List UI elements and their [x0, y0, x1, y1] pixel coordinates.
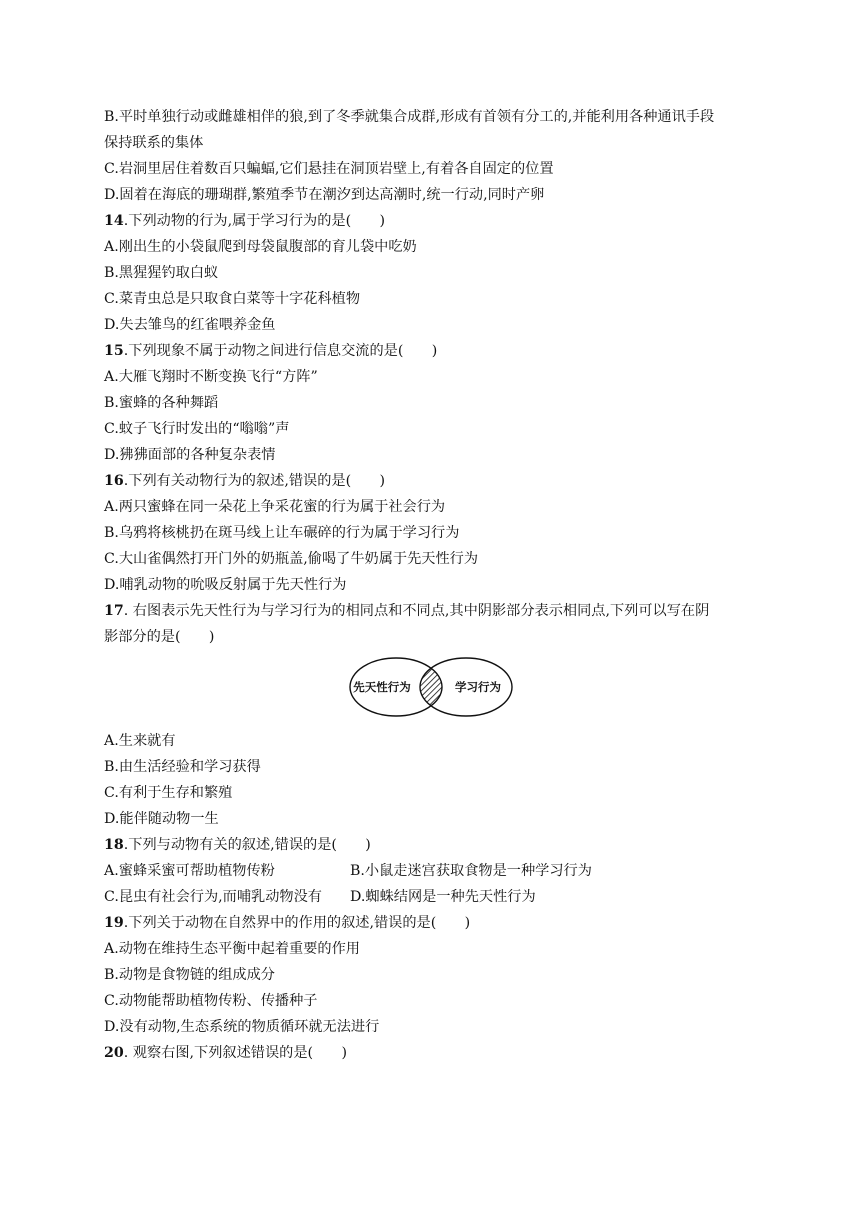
q14-stem [104, 211, 385, 231]
q19-option-a: A.动物在维持生态平衡中起着重要的作用 [104, 941, 360, 957]
q20-stem [104, 1043, 347, 1063]
q19-option-b: B.动物是食物链的组成成分 [104, 967, 275, 983]
q16-stem-text: .下列有关动物行为的叙述,错误的是( ) [123, 473, 386, 489]
q13-option-b-line2: 保持联系的集体 [104, 135, 204, 151]
q17-option-d: D.能伴随动物一生 [104, 811, 219, 827]
q15-option-c: C.蚊子飞行时发出的“嗡嗡”声 [104, 421, 290, 437]
q14-option-b: B.黑猩猩钓取白蚁 [104, 265, 219, 281]
q15-stem [104, 341, 437, 361]
q18-stem-text: .下列与动物有关的叙述,错误的是( ) [123, 837, 371, 853]
q18-option-b: B.小鼠走迷宫获取食物是一种学习行为 [350, 863, 592, 879]
q15-option-d: D.狒狒面部的各种复杂表情 [104, 447, 276, 463]
q16-number: 16 [104, 473, 124, 489]
q16-option-a: A.两只蜜蜂在同一朵花上争采花蜜的行为属于社会行为 [104, 499, 446, 515]
q17-stem-line1 [104, 601, 709, 621]
venn-left-label: 先天性行为 [353, 682, 411, 694]
q19-stem-text: .下列关于动物在自然界中的作用的叙述,错误的是( ) [123, 915, 471, 931]
q14-number: 14 [104, 213, 124, 229]
q18-options-row2 [104, 887, 536, 907]
q18-option-a: A.蜜蜂采蜜可帮助植物传粉 [104, 863, 275, 879]
q16-stem [104, 471, 385, 491]
q18-option-d: D.蜘蛛结网是一种先天性行为 [350, 889, 536, 905]
q15-stem-text: .下列现象不属于动物之间进行信息交流的是( ) [123, 343, 438, 359]
q18-stem [104, 835, 371, 855]
q17-option-a: A.生来就有 [104, 733, 176, 749]
q19-option-c: C.动物能帮助植物传粉、传播种子 [104, 993, 318, 1009]
q20-stem-text: . 观察右图,下列叙述错误的是( ) [123, 1045, 347, 1061]
q14-stem-text: .下列动物的行为,属于学习行为的是( ) [123, 213, 386, 229]
q17-option-c: C.有利于生存和繁殖 [104, 785, 233, 801]
q13-option-d: D.固着在海底的珊瑚群,繁殖季节在潮汐到达高潮时,统一行动,同时产卵 [104, 187, 545, 203]
q15-number: 15 [104, 343, 124, 359]
q16-option-d: D.哺乳动物的吮吸反射属于先天性行为 [104, 577, 347, 593]
q18-number: 18 [104, 837, 124, 853]
q16-option-b: B.乌鸦将核桃扔在斑马线上让车碾碎的行为属于学习行为 [104, 525, 460, 541]
q17-number: 17 [104, 603, 124, 619]
q19-option-d: D.没有动物,生态系统的物质循环就无法进行 [104, 1019, 380, 1035]
q16-option-c: C.大山雀偶然打开门外的奶瓶盖,偷喝了牛奶属于先天性行为 [104, 551, 479, 567]
q19-stem [104, 913, 470, 933]
q14-option-d: D.失去雏鸟的红雀喂养金鱼 [104, 317, 276, 333]
q14-option-c: C.菜青虫总是只取食白菜等十字花科植物 [104, 291, 361, 307]
q15-option-a: A.大雁飞翔时不断变换飞行“方阵” [104, 369, 318, 385]
q17-stem-line2: 影部分的是( ) [104, 629, 215, 645]
q18-option-c: C.昆虫有社会行为,而哺乳动物没有 [104, 889, 322, 905]
venn-right-label: 学习行为 [455, 682, 501, 694]
q14-option-a: A.刚出生的小袋鼠爬到母袋鼠腹部的育儿袋中吃奶 [104, 239, 417, 255]
q17-option-b: B.由生活经验和学习获得 [104, 759, 261, 775]
q18-options-row1 [104, 861, 592, 881]
q13-option-c: C.岩洞里居住着数百只蝙蝠,它们悬挂在洞顶岩壁上,有着各自固定的位置 [104, 161, 554, 177]
q13-option-b-line1: B.平时单独行动或雌雄相伴的狼,到了冬季就集合成群,形成有首领有分工的,并能利用各种通讯手段 [104, 109, 715, 125]
venn-diagram [348, 656, 514, 718]
q17-stem-text: . 右图表示先天性行为与学习行为的相同点和不同点,其中阴影部分表示相同点,下列可以写在阴 [123, 603, 710, 619]
q15-option-b: B.蜜蜂的各种舞蹈 [104, 395, 219, 411]
q20-number: 20 [104, 1045, 124, 1061]
q19-number: 19 [104, 915, 124, 931]
